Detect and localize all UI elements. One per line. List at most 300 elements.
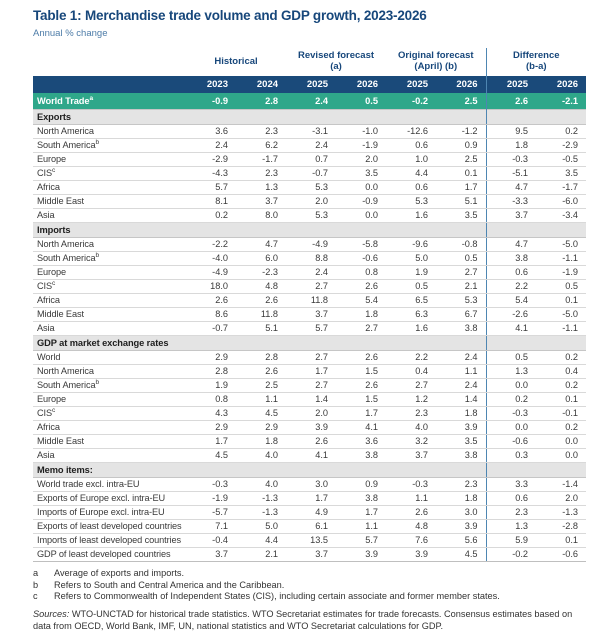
- year-header: 2025: [486, 76, 536, 93]
- cell: 2.6: [186, 293, 236, 307]
- table-row-south-america: [33, 378, 586, 392]
- cell: 6.2: [236, 138, 286, 152]
- cell: -0.8: [436, 237, 486, 251]
- row-label-cell: [33, 293, 186, 307]
- cell: -5.8: [336, 237, 386, 251]
- cell: -2.2: [186, 237, 236, 251]
- cell: 5.6: [436, 533, 486, 547]
- column-group-revised-forecast: [286, 48, 386, 76]
- row-label-cell: [33, 434, 186, 448]
- cell: 1.8: [436, 406, 486, 420]
- cell: 3.7: [186, 547, 236, 561]
- cell: 2.5: [436, 93, 486, 109]
- cell: 5.0: [386, 251, 436, 265]
- cell: 1.6: [386, 208, 436, 222]
- footnote-b: [33, 580, 586, 592]
- cell: -0.9: [186, 93, 236, 109]
- row-label: Exports of least developed countries: [37, 520, 182, 531]
- cell: 2.0: [286, 194, 336, 208]
- cell: -0.3: [386, 477, 436, 491]
- cell: -4.3: [186, 166, 236, 180]
- cell: 2.3: [236, 166, 286, 180]
- cell: 2.0: [336, 152, 386, 166]
- cell: 1.5: [336, 364, 386, 378]
- footnote-ref: b: [95, 251, 100, 259]
- cell: -5.0: [536, 307, 586, 321]
- cell: 0.2: [536, 124, 586, 138]
- table-row-middle-east: [33, 307, 586, 321]
- cell: 2.2: [386, 350, 436, 364]
- cell: -0.4: [186, 533, 236, 547]
- cell: 2.9: [186, 420, 236, 434]
- row-label: Asia: [37, 322, 55, 333]
- cell: 3.5: [436, 434, 486, 448]
- table-row-world-trade-excl-intra-eu: [33, 477, 586, 491]
- cell: -0.7: [286, 166, 336, 180]
- row-label-cell: [33, 364, 186, 378]
- cell: 2.3: [436, 477, 486, 491]
- row-label: GDP of least developed countries: [37, 548, 171, 559]
- row-label: Africa: [37, 294, 60, 305]
- cell: 0.6: [386, 180, 436, 194]
- cell: 4.5: [236, 406, 286, 420]
- cell: 4.1: [486, 321, 536, 335]
- footnotes: [33, 568, 586, 603]
- cell: 2.0: [286, 406, 336, 420]
- cell: 3.7: [486, 208, 536, 222]
- cell: 2.3: [236, 124, 286, 138]
- group-label-line2: (April) (b): [414, 61, 458, 73]
- cell: 1.7: [286, 364, 336, 378]
- cell: 3.8: [436, 321, 486, 335]
- section-header-spacer: [486, 335, 586, 350]
- table-row-cis: [33, 279, 586, 293]
- cell: 5.0: [236, 519, 286, 533]
- year-header: 2024: [236, 76, 286, 93]
- table-row-cis: [33, 406, 586, 420]
- cell: -1.9: [186, 491, 236, 505]
- cell: -12.6: [386, 124, 436, 138]
- footnote-c: [33, 591, 586, 603]
- cell: 5.3: [436, 293, 486, 307]
- cell: 0.1: [436, 166, 486, 180]
- cell: 8.8: [286, 251, 336, 265]
- cell: 4.7: [486, 237, 536, 251]
- row-label: Imports of Europe excl. intra-EU: [37, 506, 165, 517]
- cell: 1.3: [486, 519, 536, 533]
- table-row-gdp-of-least-developed-countries: [33, 547, 586, 561]
- cell: 0.8: [186, 392, 236, 406]
- row-label: World trade excl. intra-EU: [37, 478, 140, 489]
- cell: 5.3: [286, 180, 336, 194]
- cell: 3.7: [286, 307, 336, 321]
- cell: 0.3: [486, 448, 536, 462]
- cell: 5.9: [486, 533, 536, 547]
- sources-note: [33, 608, 578, 632]
- cell: 2.5: [436, 152, 486, 166]
- cell: 4.0: [236, 448, 286, 462]
- row-label: Middle East: [37, 195, 84, 206]
- row-label-cell: [33, 138, 186, 152]
- row-label-cell: [33, 448, 186, 462]
- cell: 0.5: [486, 350, 536, 364]
- cell: 5.1: [436, 194, 486, 208]
- cell: -1.1: [536, 251, 586, 265]
- cell: 1.1: [236, 392, 286, 406]
- cell: 1.9: [186, 378, 236, 392]
- cell: -2.3: [236, 265, 286, 279]
- cell: 2.5: [236, 378, 286, 392]
- page-title: Table 1: Merchandise trade volume and GDP growth, 2023-2026: [33, 8, 427, 23]
- cell: -0.2: [486, 547, 536, 561]
- cell: 0.0: [486, 420, 536, 434]
- cell: 3.5: [436, 208, 486, 222]
- row-label-cell: [33, 237, 186, 251]
- cell: -4.0: [186, 251, 236, 265]
- row-label-cell: [33, 378, 186, 392]
- cell: 2.6: [286, 434, 336, 448]
- table-row-north-america: [33, 237, 586, 251]
- row-label-cell: [33, 265, 186, 279]
- cell: 3.8: [336, 448, 386, 462]
- cell: 2.6: [236, 364, 286, 378]
- cell: 2.7: [286, 279, 336, 293]
- year-header: 2026: [336, 76, 386, 93]
- cell: 0.0: [336, 208, 386, 222]
- footnote-marker: a: [33, 567, 39, 578]
- cell: -1.0: [336, 124, 386, 138]
- row-label-cell: [33, 124, 186, 138]
- row-label: Europe: [37, 266, 67, 277]
- row-label-cell: [33, 251, 186, 265]
- cell: -2.1: [536, 93, 586, 109]
- cell: -3.1: [286, 124, 336, 138]
- table-row-europe: [33, 392, 586, 406]
- footnote-ref: a: [89, 95, 94, 103]
- cell: 0.4: [386, 364, 436, 378]
- section-header-spacer: [486, 109, 586, 124]
- cell: -0.7: [186, 321, 236, 335]
- year-header-spacer: [33, 76, 186, 93]
- section-header-spacer: [486, 462, 586, 477]
- table-row-africa: [33, 180, 586, 194]
- table-row-europe: [33, 152, 586, 166]
- row-label: North America: [37, 365, 94, 376]
- cell: 5.4: [486, 293, 536, 307]
- cell: 0.0: [536, 434, 586, 448]
- cell: 4.4: [386, 166, 436, 180]
- row-label: World: [37, 351, 61, 362]
- row-label-cell: [33, 477, 186, 491]
- section-header-gdp-at-market-exchange-rates: [33, 335, 586, 350]
- sources-text: WTO-UNCTAD for historical trade statistics. WTO Secretariat estimates for trade forecasts. Consensus estimates based on data from OECD, World Bank, IMF, UN, national statistics and WTO Secretariat calculations for GDP.: [33, 609, 573, 632]
- year-header: 2025: [386, 76, 436, 93]
- cell: -0.6: [536, 547, 586, 561]
- cell: 0.6: [386, 138, 436, 152]
- row-label-cell: [33, 519, 186, 533]
- row-label-cell: [33, 152, 186, 166]
- cell: 4.1: [336, 420, 386, 434]
- section-header-label: Exports: [33, 109, 486, 124]
- cell: 0.5: [536, 279, 586, 293]
- cell: -0.6: [336, 251, 386, 265]
- cell: 1.4: [436, 392, 486, 406]
- cell: 2.6: [336, 350, 386, 364]
- cell: 11.8: [286, 293, 336, 307]
- cell: 9.5: [486, 124, 536, 138]
- cell: 0.7: [286, 152, 336, 166]
- cell: -4.9: [186, 265, 236, 279]
- cell: 2.8: [236, 93, 286, 109]
- cell: -6.0: [536, 194, 586, 208]
- row-label: South America: [37, 252, 96, 263]
- cell: -1.3: [536, 505, 586, 519]
- cell: 11.8: [236, 307, 286, 321]
- cell: 0.5: [336, 93, 386, 109]
- cell: 2.6: [236, 293, 286, 307]
- cell: 1.6: [386, 321, 436, 335]
- year-header: 2026: [436, 76, 486, 93]
- cell: 5.7: [186, 180, 236, 194]
- cell: -1.2: [436, 124, 486, 138]
- column-group-difference: [486, 48, 586, 76]
- group-label-line2: (a): [330, 61, 342, 73]
- cell: 6.1: [286, 519, 336, 533]
- cell: 8.1: [186, 194, 236, 208]
- section-header-label: Imports: [33, 222, 486, 237]
- row-label: CIS: [37, 167, 53, 178]
- row-label: World Trade: [37, 96, 90, 107]
- table-row-middle-east: [33, 194, 586, 208]
- footnote-marker: c: [33, 591, 38, 602]
- cell: 3.8: [336, 491, 386, 505]
- cell: -2.9: [536, 138, 586, 152]
- row-label: North America: [37, 125, 94, 136]
- cell: 2.6: [486, 93, 536, 109]
- footnote-text: Refers to Commonwealth of Independent States (CIS), including certain associate and former member states.: [54, 591, 500, 602]
- row-label: Asia: [37, 209, 55, 220]
- table-row-cis: [33, 166, 586, 180]
- cell: -1.7: [236, 152, 286, 166]
- group-label-line1: Difference: [513, 50, 560, 61]
- row-label: Asia: [37, 449, 55, 460]
- row-label-cell: [33, 547, 186, 561]
- cell: 5.3: [286, 208, 336, 222]
- cell: 1.7: [336, 505, 386, 519]
- row-label-cell: [33, 194, 186, 208]
- cell: 3.2: [386, 434, 436, 448]
- table-row-europe: [33, 265, 586, 279]
- cell: 3.6: [186, 124, 236, 138]
- cell: 3.0: [436, 505, 486, 519]
- cell: 2.7: [386, 378, 436, 392]
- footnote-ref: c: [52, 406, 56, 414]
- cell: 7.6: [386, 533, 436, 547]
- cell: 5.1: [236, 321, 286, 335]
- row-label-cell: [33, 392, 186, 406]
- cell: -2.8: [536, 519, 586, 533]
- cell: 0.5: [436, 251, 486, 265]
- cell: 6.3: [386, 307, 436, 321]
- row-label-cell: [33, 279, 186, 293]
- section-header-label: Memo items:: [33, 462, 486, 477]
- cell: 3.9: [386, 547, 436, 561]
- cell: -2.9: [186, 152, 236, 166]
- cell: 0.0: [336, 180, 386, 194]
- cell: 0.1: [536, 533, 586, 547]
- row-label-cell: [33, 321, 186, 335]
- cell: -0.1: [536, 406, 586, 420]
- cell: 18.0: [186, 279, 236, 293]
- cell: 3.7: [386, 448, 436, 462]
- cell: -1.3: [236, 491, 286, 505]
- year-header: 2025: [286, 76, 336, 93]
- table-row-asia: [33, 208, 586, 222]
- group-label-line1: Revised forecast: [298, 50, 375, 61]
- table-row-exports-of-least-developed-countries: [33, 519, 586, 533]
- cell: 5.4: [336, 293, 386, 307]
- row-label: Europe: [37, 153, 67, 164]
- cell: 6.0: [236, 251, 286, 265]
- row-label-cell: [33, 533, 186, 547]
- cell: 2.1: [236, 547, 286, 561]
- cell: 0.1: [536, 392, 586, 406]
- cell: 0.9: [336, 477, 386, 491]
- cell: 2.4: [436, 350, 486, 364]
- row-label-cell: [33, 406, 186, 420]
- cell: -1.1: [536, 321, 586, 335]
- footnote-ref: b: [95, 378, 100, 386]
- cell: 13.5: [286, 533, 336, 547]
- cell: 2.1: [436, 279, 486, 293]
- cell: 2.4: [436, 378, 486, 392]
- cell: 3.9: [286, 420, 336, 434]
- cell: 1.4: [286, 392, 336, 406]
- table-row-asia: [33, 448, 586, 462]
- row-label: Europe: [37, 393, 67, 404]
- cell: 8.0: [236, 208, 286, 222]
- cell: 3.9: [436, 519, 486, 533]
- cell: 3.7: [236, 194, 286, 208]
- row-label-cell: [33, 166, 186, 180]
- row-label: South America: [37, 379, 96, 390]
- cell: -2.6: [486, 307, 536, 321]
- cell: 1.8: [336, 307, 386, 321]
- cell: -3.3: [486, 194, 536, 208]
- section-header-exports: [33, 109, 586, 124]
- merchandise-trade-table: [33, 48, 586, 562]
- row-label: North America: [37, 238, 94, 249]
- cell: 4.1: [286, 448, 336, 462]
- row-label: CIS: [37, 280, 53, 291]
- cell: 2.9: [236, 420, 286, 434]
- row-label: Imports of least developed countries: [37, 534, 181, 545]
- cell: 2.7: [336, 321, 386, 335]
- cell: 0.2: [486, 392, 536, 406]
- cell: 2.3: [386, 406, 436, 420]
- footnote-ref: b: [95, 138, 100, 146]
- cell: 0.2: [536, 378, 586, 392]
- cell: 3.9: [436, 420, 486, 434]
- cell: 1.3: [486, 364, 536, 378]
- section-header-memo-items: [33, 462, 586, 477]
- cell: -0.5: [536, 152, 586, 166]
- row-label-cell: [33, 208, 186, 222]
- cell: -1.7: [536, 180, 586, 194]
- row-label: Middle East: [37, 308, 84, 319]
- cell: -0.3: [486, 152, 536, 166]
- cell: 0.2: [186, 208, 236, 222]
- cell: -0.6: [486, 434, 536, 448]
- cell: -5.7: [186, 505, 236, 519]
- cell: 2.7: [436, 265, 486, 279]
- section-header-imports: [33, 222, 586, 237]
- cell: 2.8: [236, 350, 286, 364]
- table-row-north-america: [33, 124, 586, 138]
- cell: 1.7: [286, 491, 336, 505]
- cell: -1.9: [336, 138, 386, 152]
- cell: 3.9: [336, 547, 386, 561]
- cell: 0.2: [536, 350, 586, 364]
- table-row-south-america: [33, 138, 586, 152]
- row-label-cell: [33, 307, 186, 321]
- cell: -0.9: [336, 194, 386, 208]
- cell: 2.8: [186, 364, 236, 378]
- cell: 4.5: [186, 448, 236, 462]
- cell: 2.9: [186, 350, 236, 364]
- cell: 4.4: [236, 533, 286, 547]
- cell: 3.5: [536, 166, 586, 180]
- cell: 5.3: [386, 194, 436, 208]
- row-label-cell: [33, 350, 186, 364]
- row-label: CIS: [37, 407, 53, 418]
- cell: -0.3: [486, 406, 536, 420]
- footnote-a: [33, 568, 586, 580]
- table-row-africa: [33, 420, 586, 434]
- cell: 1.2: [386, 392, 436, 406]
- cell: 1.3: [236, 180, 286, 194]
- footnote-marker: b: [33, 579, 39, 590]
- column-group-historical: [186, 48, 286, 76]
- cell: 0.9: [436, 138, 486, 152]
- column-group-original-forecast: [386, 48, 486, 76]
- row-label: Exports of Europe excl. intra-EU: [37, 492, 166, 503]
- year-header-row: [33, 76, 586, 93]
- cell: 4.5: [436, 547, 486, 561]
- cell: 4.7: [486, 180, 536, 194]
- cell: 1.7: [186, 434, 236, 448]
- subtitle-annual-change: Annual % change: [33, 28, 108, 39]
- cell: -1.4: [536, 477, 586, 491]
- sources-label: Sources:: [33, 609, 70, 620]
- cell: 5.7: [336, 533, 386, 547]
- row-label: Africa: [37, 181, 60, 192]
- cell: -4.9: [286, 237, 336, 251]
- table-row-imports-of-least-developed-countries: [33, 533, 586, 547]
- cell: 4.0: [386, 420, 436, 434]
- section-header-spacer: [486, 222, 586, 237]
- cell: 0.8: [336, 265, 386, 279]
- cell: -0.2: [386, 93, 436, 109]
- cell: 8.6: [186, 307, 236, 321]
- table-row-world: [33, 350, 586, 364]
- cell: 2.6: [336, 279, 386, 293]
- table-row-imports-of-europe-excl-intra-eu: [33, 505, 586, 519]
- cell: 1.7: [336, 406, 386, 420]
- table-row-exports-of-europe-excl-intra-eu: [33, 491, 586, 505]
- row-label-cell: [33, 491, 186, 505]
- footnote-text: Average of exports and imports.: [54, 567, 185, 578]
